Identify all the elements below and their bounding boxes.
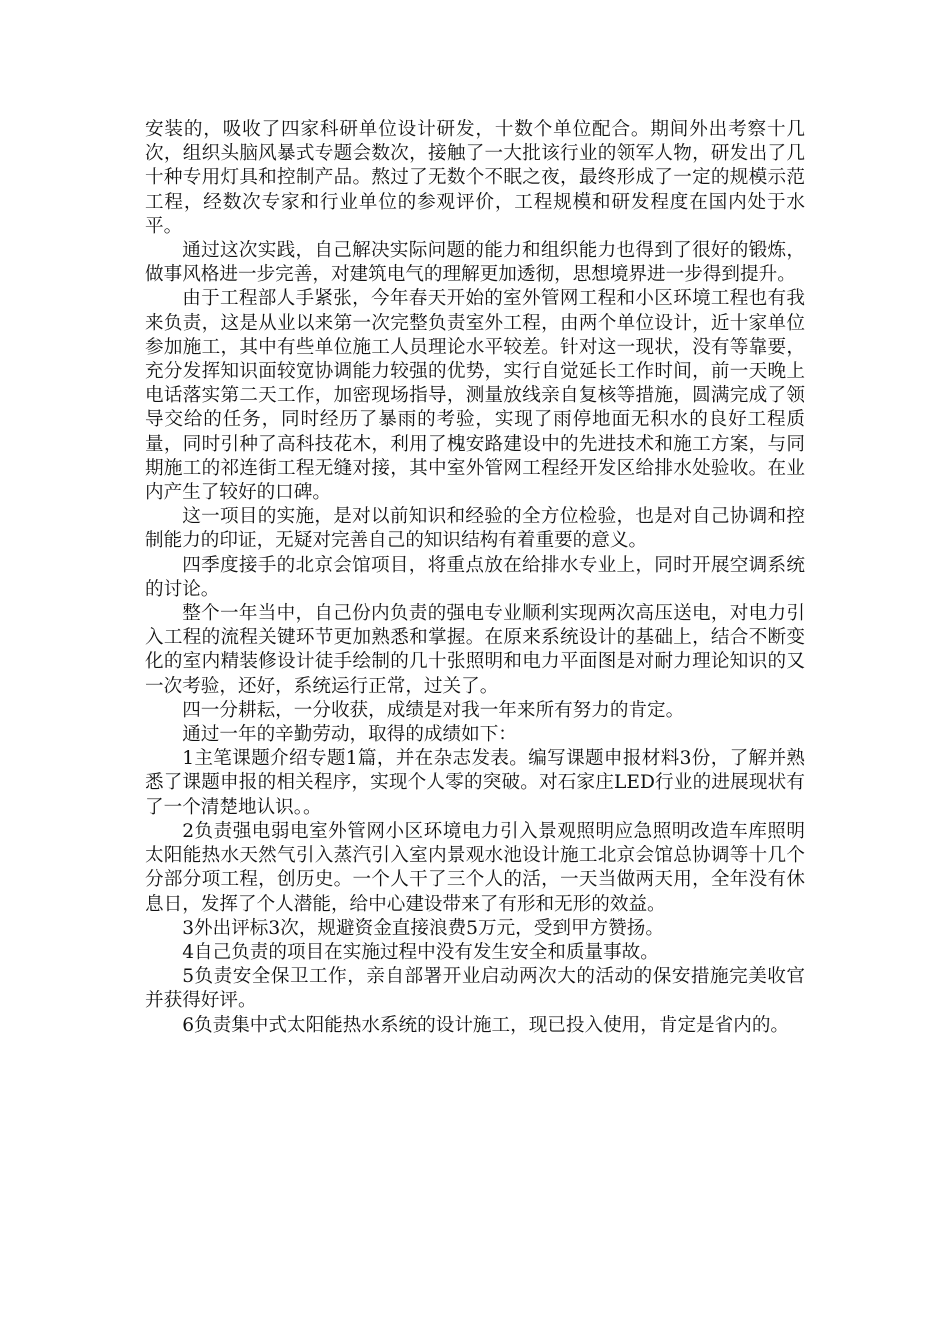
paragraph-2: 通过这次实践，自己解决实际问题的能力和组织能力也得到了很好的锻炼，做事风格进一步完善，对建筑电气的理解更加透彻，思想境界进一步得到提升。 <box>145 240 805 286</box>
paragraph-8: 通过一年的辛勤劳动，取得的成绩如下： <box>182 724 517 746</box>
list-item-5: 5负责安全保卫工作，亲自部署开业启动两次大的活动的保安措施完美收官并获得好评。 <box>145 966 805 1012</box>
list-item-6: 6负责集中式太阳能热水系统的设计施工，现已投入使用，肯定是省内的。 <box>182 1014 790 1036</box>
paragraph-4: 这一项目的实施，是对以前知识和经验的全方位检验，也是对自己协调和控制能力的印证，无疑对完善自己的知识结构有着重要的意义。 <box>145 506 805 552</box>
paragraph-5: 四季度接手的北京会馆项目，将重点放在给排水专业上，同时开展空调系统的讨论。 <box>145 554 805 600</box>
paragraph-7: 四一分耕耘，一分收获，成绩是对我一年来所有努力的肯定。 <box>182 699 685 721</box>
paragraph-3: 由于工程部人手紧张，今年春天开始的室外管网工程和小区环境工程也有我来负责，这是从业以来第一次完整负责室外工程，由两个单位设计，近十家单位参加施工，其中有些单位施工人员理论水平较差。针对这一现状，没有等靠要，充分发挥知识面较宽协调能力较强的优势，实行自觉延长工作时间，前一天晚上电话落实第二天工作，加密现场指导，测量放线亲自复核等措施，圆满完成了领导交给的任务，同时经历了暴雨的考验，实现了雨停地面无积水的良好工程质量，同时引种了高科技花木，利用了槐安路建设中的先进技术和施工方案，与同期施工的祁连街工程无缝对接，其中室外管网工程经开发区给排水处验收。在业内产生了较好的口碑。 <box>145 288 805 504</box>
list-item-3: 3外出评标3次，规避资金直接浪费5万元，受到甲方赞扬。 <box>182 917 664 939</box>
list-item-2: 2负责强电弱电室外管网小区环境电力引入景观照明应急照明改造车库照明太阳能热水天然气引入蒸汽引入室内景观水池设计施工北京会馆总协调等十几个分部分项工程，创历史。一个人干了三个人的活，一天当做两天用，全年没有休息日，发挥了个人潜能，给中心建设带来了有形和无形的效益。 <box>145 820 805 915</box>
paragraph-1: 安装的，吸收了四家科研单位设计研发，十数个单位配合。期间外出考察十几次，组织头脑风暴式专题会数次，接触了一大批该行业的领军人物，研发出了几十种专用灯具和控制产品。熬过了无数个不眠之夜，最终形成了一定的规模示范工程，经数次专家和行业单位的参观评价，工程规模和研发程度在国内处于水平。 <box>145 119 805 237</box>
paragraph-6: 整个一年当中，自己份内负责的强电专业顺利实现两次高压送电，对电力引入工程的流程关键环节更加熟悉和掌握。在原来系统设计的基础上，结合不断变化的室内精装修设计徒手绘制的几十张照明和电力平面图是对耐力理论知识的又一次考验，还好，系统运行正常，过关了。 <box>145 603 805 697</box>
list-item-1: 1主笔课题介绍专题1篇，并在杂志发表。编写课题申报材料3份，了解并熟悉了课题申报的相关程序，实现个人零的突破。对石家庄LED行业的进展现状有了一个清楚地认识。。 <box>145 748 805 818</box>
list-item-4: 4自己负责的项目在实施过程中没有发生安全和质量事故。 <box>182 941 659 963</box>
document-body <box>145 118 805 1038</box>
